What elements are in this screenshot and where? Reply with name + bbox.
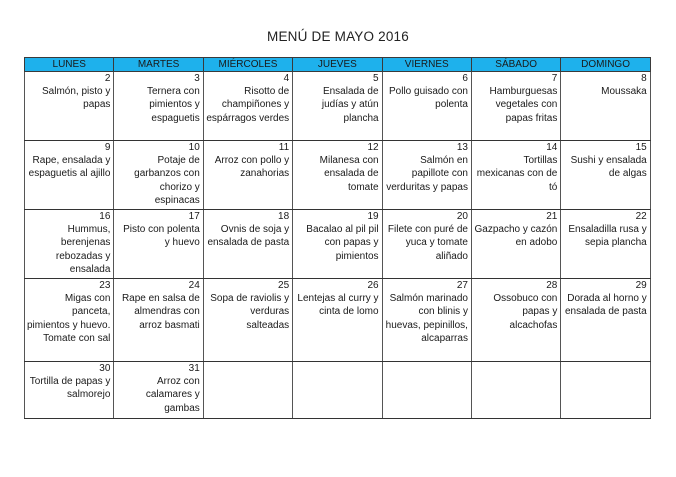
day-cell [203,72,292,141]
dish-text: Hamburguesas vegetales con papas fritas [489,86,558,124]
day-cell [471,141,560,210]
day-cell [114,210,203,279]
dish-text: Pisto con polenta y huevo [123,224,200,249]
day-number: 19 [367,211,379,222]
week-row-1 [25,72,651,141]
day-number: 4 [283,73,290,84]
day-cell [471,279,560,362]
dish-text: Ovnis de soja y ensalada de pasta [207,224,290,249]
header-lunes: LUNES [25,58,114,72]
header-sabado: SÁBADO [471,58,560,72]
day-cell [114,362,203,419]
dish-text: Dorada al horno y ensalada de pasta [565,293,647,318]
day-number: 3 [194,73,200,84]
day-number: 10 [188,142,200,153]
dish-text: Risotto de champiñones y espárragos verdes [206,86,290,124]
empty-cell [203,362,292,419]
day-cell [382,141,471,210]
day-cell [382,210,471,279]
page-title: MENÚ DE MAYO 2016 [267,29,409,44]
empty-cell [293,362,382,419]
header-jueves: JUEVES [293,58,382,72]
dish-text: Pollo guisado con polenta [389,86,468,111]
day-number: 7 [551,73,558,84]
dish-text: Sopa de raviolis y verduras salteadas [210,293,290,331]
day-number: 14 [546,142,558,153]
header-domingo: DOMINGO [561,58,650,72]
day-number: 29 [635,280,647,291]
dish-text: Sushi y ensalada de algas [570,155,647,180]
day-number: 16 [99,211,111,222]
day-cell [203,279,292,362]
day-number: 8 [641,73,647,84]
day-number: 28 [546,280,558,291]
day-cell [471,72,560,141]
dish-text: Ternera con pimientos y espaguetis [146,86,200,124]
dish-text: Rape en salsa de almendras con arroz basmati [121,293,200,331]
day-number: 31 [188,363,200,374]
weekday-header-row [25,58,651,72]
day-cell [293,72,382,141]
day-number: 13 [456,142,468,153]
day-cell [25,72,114,141]
dish-text: Salmón en papillote con verduritas y papas [386,155,468,193]
day-number: 9 [104,142,111,153]
day-cell [561,72,650,141]
day-cell [471,210,560,279]
day-cell [114,279,203,362]
day-number: 25 [278,280,290,291]
empty-cell [561,362,650,419]
day-number: 6 [462,73,468,84]
day-number: 23 [99,280,111,291]
dish-text: Rape, ensalada y espaguetis al ajillo [28,155,111,180]
dish-text: Arroz con pollo y zanahorias [214,155,290,180]
day-cell [114,141,203,210]
day-cell [561,210,650,279]
header-miercoles: MIÉRCOLES [203,58,292,72]
dish-text: Moussaka [601,86,647,98]
day-cell [293,279,382,362]
day-number: 18 [278,211,290,222]
day-number: 15 [635,142,647,153]
day-number: 30 [99,363,111,374]
menu-calendar-table [24,57,651,419]
empty-cell [471,362,560,419]
dish-text: Lentejas al curry y cinta de lomo [297,293,379,318]
day-number: 17 [188,211,200,222]
dish-text: Salmón marinado con blinis y huevas, pepinillos, alcaparras [385,293,468,344]
dish-text: Ensalada de judías y atún plancha [321,86,379,124]
dish-text: Arroz con calamares y gambas [145,376,200,414]
day-cell [203,141,292,210]
day-cell [25,141,114,210]
dish-text: Gazpacho y cazón en adobo [474,224,558,249]
day-number: 26 [367,280,379,291]
day-number: 5 [373,73,379,84]
empty-cell [382,362,471,419]
dish-text: Filete con puré de yuca y tomate aliñado [387,224,468,262]
dish-text: Ossobuco con papas y alcachofas [493,293,558,331]
day-number: 11 [278,142,290,153]
week-row-5 [25,362,651,419]
day-number: 12 [367,142,379,153]
header-martes: MARTES [114,58,203,72]
dish-text: Tortillas mexicanas con de tó [476,155,558,193]
day-number: 27 [456,280,468,291]
day-cell [561,279,650,362]
dish-text: Potaje de garbanzos con chorizo y espinacas [134,155,200,206]
day-number: 2 [104,73,111,84]
day-cell [25,362,114,419]
day-cell [382,279,471,362]
day-cell [25,279,114,362]
header-viernes: VIERNES [382,58,471,72]
week-row-2 [25,141,651,210]
week-row-4 [25,279,651,362]
day-cell [25,210,114,279]
day-cell [561,141,650,210]
dish-text: Tortilla de papas y salmorejo [29,376,111,401]
dish-text: Ensaladilla rusa y sepia plancha [568,224,647,249]
dish-text: Bacalao al pil pil con papas y pimientos [306,224,379,262]
day-cell [203,210,292,279]
day-number: 20 [456,211,468,222]
day-number: 21 [546,211,558,222]
day-cell [293,141,382,210]
dish-text: Milanesa con ensalada de tomate [319,155,379,193]
day-cell [114,72,203,141]
day-number: 24 [188,280,200,291]
week-row-3 [25,210,651,279]
day-cell [293,210,382,279]
day-cell [382,72,471,141]
dish-text: Migas con panceta, pimientos y huevo. Tomate con sal [27,293,111,344]
day-number: 22 [635,211,647,222]
dish-text: Hummus, berenjenas rebozadas y ensalada [55,224,111,275]
dish-text: Salmón, pisto y papas [42,86,111,111]
